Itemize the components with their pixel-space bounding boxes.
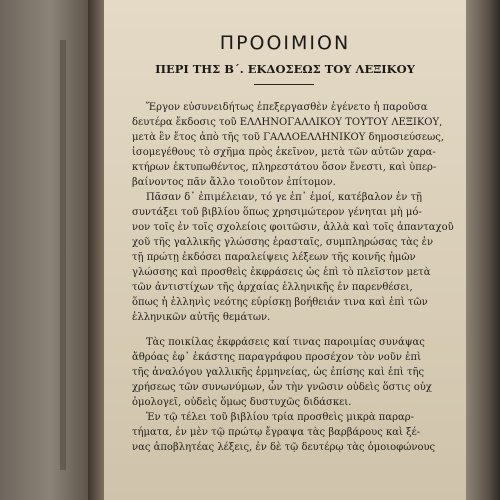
text-line: νας ἀποβλητέας λέξεις, ἐν δὲ τῷ δευτέρῳ τὰς ὁμοιοφώνους xyxy=(132,442,436,453)
text-line: μετὰ ἓν ἔτος ἀπὸ τῆς τοῦ ΓΑΛΛΟΕΛΛΗΝΙΚΟΥ δημοσιεύσεως, xyxy=(132,132,444,143)
text-line: τῆς ἀναλόγου γαλλικῆς ἑρμηνείας, ὡς ἐπίσης καὶ ἐπὶ τῆς xyxy=(132,367,425,378)
text-line: δευτέρα ἔκδοσις τοῦ ΕΛΛΗΝΟΓΑΛΛΙΚΟΥ ΤΟΥΤΟΥ ΛΕΞΙΚΟΥ, xyxy=(132,117,443,128)
left-page-shadow xyxy=(60,40,66,470)
text-line: ἑλληνικῶν αὐτῆς θεμάτων. xyxy=(132,312,271,323)
text-line: κτήρων ἐκτυπωθέντος, πληρεστάτου ὅσον ἔνεστι, καὶ ὑπερ- xyxy=(132,162,437,173)
text-line: τήματα, ἐν μὲν τῷ πρώτῳ ἔγραψα τὰς βαρβάρους καὶ ξέ- xyxy=(132,427,421,438)
title-rule xyxy=(254,84,314,85)
text-line: ἄθρόας ἐφ᾽ ἑκάστης παραγράφου προσέχον τὸν νοῦν ἐπὶ xyxy=(132,352,422,363)
next-page-edge xyxy=(466,0,500,500)
page-title: ΠΡΟΟΙΜΙΟΝ xyxy=(219,32,351,54)
text-line: Ἔργον εὐσυνειδήτως ἐπεξεργασθὲν ἐγένετο ἡ παροῦσα xyxy=(146,102,428,113)
text-line: ὁμολογεῖ, οὐδεὶς ὅμως δυστυχῶς διδάσκει. xyxy=(132,397,352,408)
text-line: τῇ πρώτῃ ἐκδόσει παραλείψεις λέξεων τῆς κοινῆς ἡμῶν xyxy=(132,252,416,263)
text-line: χρήσεως τῶν συνωνύμων, ὧν τὴν γνῶσιν οὐδεὶς ὅστις οὐχ xyxy=(132,382,432,393)
text-line: συντάξει τοῦ βιβλίου ὅπως χρησιμώτερον γένηται μὴ μό- xyxy=(132,207,422,218)
book-page xyxy=(104,0,466,500)
text-line: γλώσσης καὶ προσθεὶς ἐκφράσεις ὡς ἐπὶ τὸ πλεῖστον μετὰ xyxy=(132,267,431,278)
text-line: ὅπως ἡ ἑλληνὶς νεότης εὑρίσκῃ βοήθειάν τινα καὶ ἐπὶ τῶν xyxy=(132,297,428,308)
text-line: Τὰς ποικίλας ἐκφράσεις καί τινας παροιμίας συνάψας xyxy=(146,337,425,348)
text-line: βαίνοντος πᾶν ἄλλο τοιοῦτον ἐπίτομον. xyxy=(132,177,336,188)
text-line: τῶν ἀντιστίχων τῆς ἀρχαίας ἑλληνικῆς ἐν παρενθέσει, xyxy=(132,282,413,293)
page-subtitle: ΠΕΡΙ ΤΗΣ Β΄. ΕΚΔΟΣΕΩΣ ΤΟΥ ΛΕΞΙΚΟΥ xyxy=(155,62,415,76)
body-text xyxy=(132,100,466,455)
text-line: Ἐν τῷ τέλει τοῦ βιβλίου τρία προσθεὶς μικρὰ παραρ- xyxy=(146,412,414,423)
text-line: Πᾶσαν δ᾽ ἐπιμέλειαν, τό γε ἐπ᾽ ἐμοί, κατέβαλον ἐν τῇ xyxy=(146,192,423,203)
text-line: ἰσομεγέθους τὸ σχῆμα πρὸς ἐκεῖνον, μετὰ τῶν αὐτῶν χαρα- xyxy=(132,147,436,158)
left-page xyxy=(0,0,92,500)
text-line: χοῦ τῆς γαλλικῆς γλώσσης ἐρασταῖς, συμπληρώσας τὰς ἐν xyxy=(132,237,434,248)
text-line: νον τοῖς ἐν τοῖς σχολείοις φοιτῶσιν, ἀλλὰ καὶ τοῖς ἁπανταχοῦ xyxy=(132,222,454,233)
